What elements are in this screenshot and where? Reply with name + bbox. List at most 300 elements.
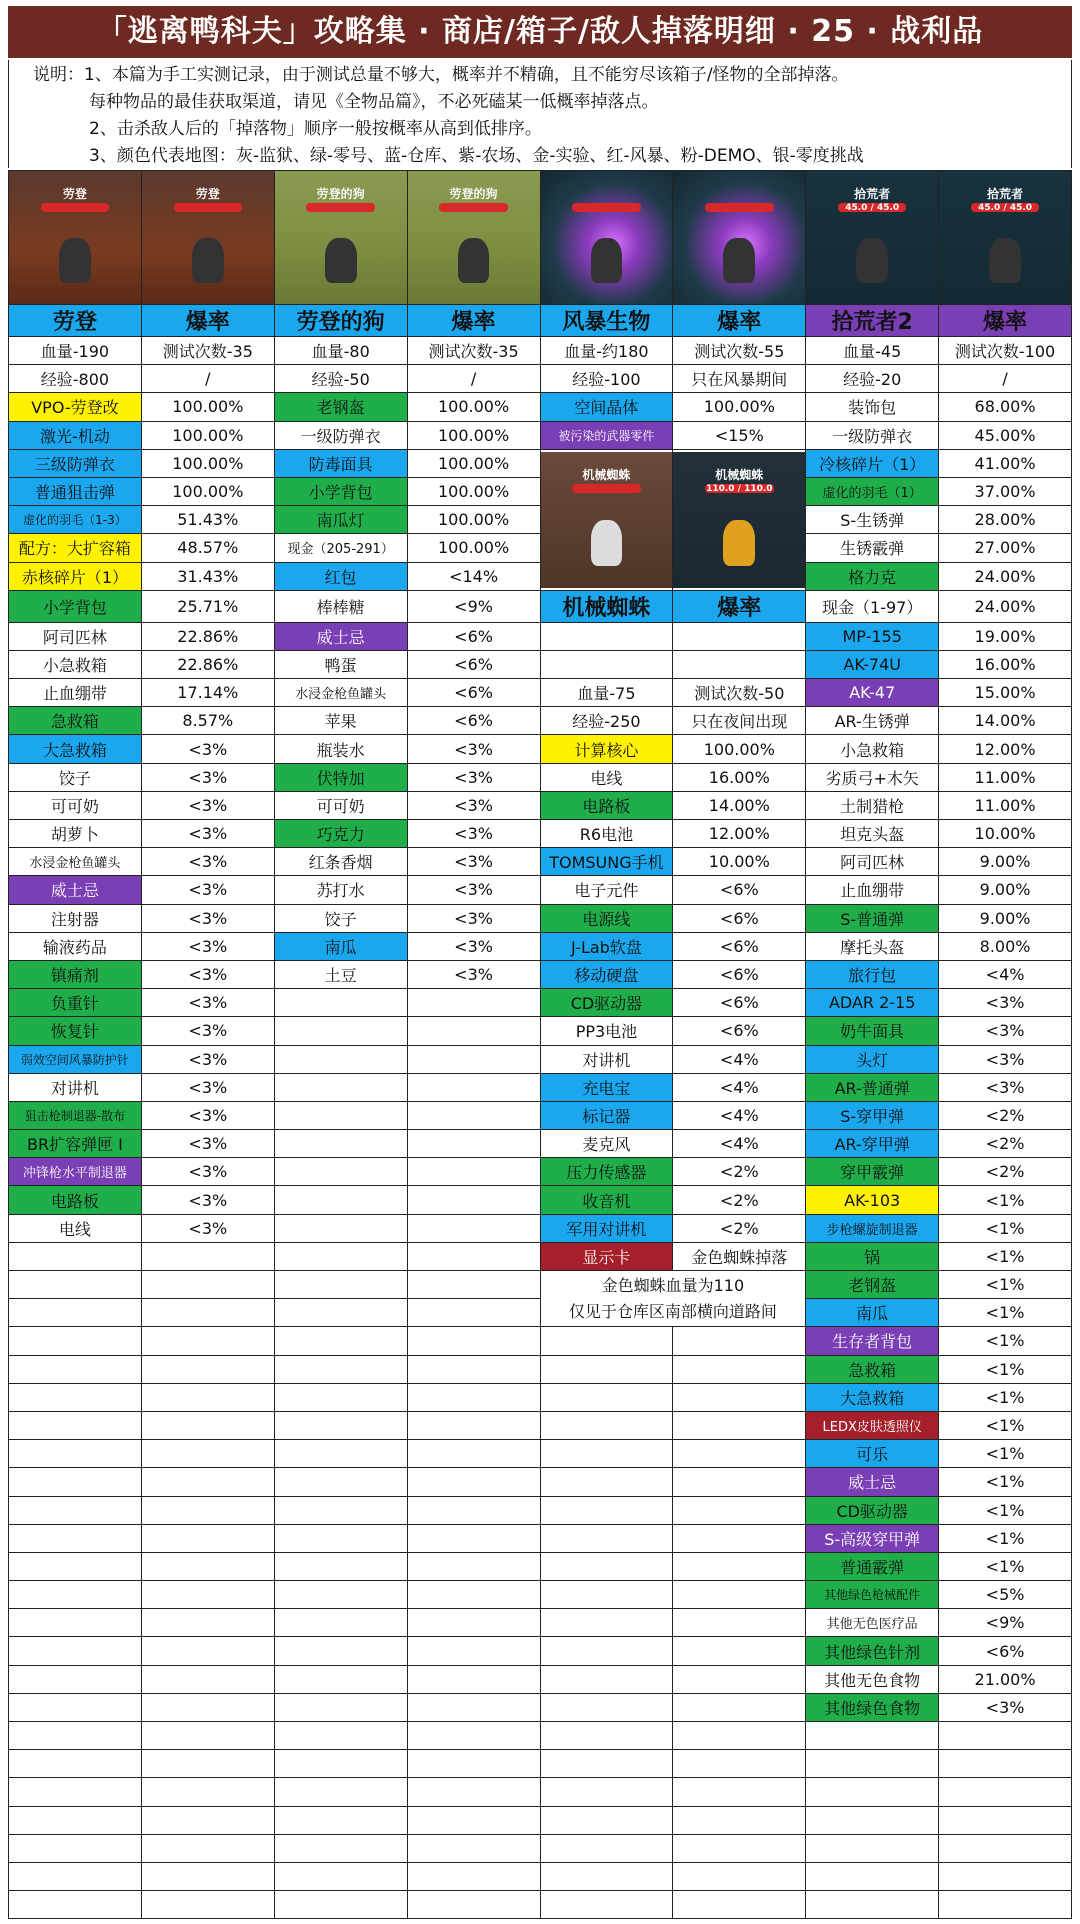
empty-cell <box>673 1806 806 1834</box>
item-name-cell: 小急救箱 <box>806 735 939 763</box>
drop-rate-cell: 11.00% <box>939 791 1072 819</box>
item-name-cell: 土豆 <box>274 960 407 988</box>
drop-rate-cell: <3% <box>407 820 540 848</box>
health-bar <box>439 203 508 212</box>
drop-rate-cell <box>407 1299 540 1327</box>
drop-rate-cell: / <box>407 365 540 393</box>
item-name-cell: 止血绷带 <box>806 876 939 904</box>
empty-cell <box>141 1862 274 1890</box>
drop-rate-cell: <3% <box>141 763 274 791</box>
drop-rate-cell <box>673 1552 806 1580</box>
drop-rate-cell: <6% <box>673 932 806 960</box>
drop-rate-cell <box>141 1693 274 1721</box>
drop-rate-cell <box>673 622 806 650</box>
drop-rate-cell: <3% <box>407 932 540 960</box>
empty-cell <box>274 1806 407 1834</box>
drop-rate-cell <box>141 1496 274 1524</box>
item-name-cell: 其他绿色针剂 <box>806 1637 939 1665</box>
item-name-cell: 电线 <box>9 1214 142 1242</box>
drop-table <box>8 170 1072 1919</box>
drop-rate-cell: 100.00% <box>673 393 806 421</box>
empty-cell <box>540 1750 673 1778</box>
item-name-cell <box>274 1581 407 1609</box>
drop-rate-cell <box>673 1665 806 1693</box>
drop-rate-cell: <3% <box>407 848 540 876</box>
drop-rate-cell: 测试次数-100 <box>939 337 1072 365</box>
drop-rate-cell: 48.57% <box>141 534 274 562</box>
drop-rate-cell: 37.00% <box>939 477 1072 505</box>
drop-rate-cell <box>673 1355 806 1383</box>
drop-rate-cell <box>141 1242 274 1270</box>
spider-portrait <box>540 449 673 590</box>
item-name-cell: 鸭蛋 <box>274 650 407 678</box>
drop-rate-cell: <3% <box>141 1158 274 1186</box>
drop-rate-cell: 14.00% <box>673 791 806 819</box>
item-name-cell: 急救箱 <box>9 707 142 735</box>
item-name-cell <box>540 1383 673 1411</box>
drop-rate-cell <box>673 1637 806 1665</box>
item-name-cell: 血量-45 <box>806 337 939 365</box>
item-name-cell: 其他无色医疗品 <box>806 1609 939 1637</box>
item-name-cell: LEDX皮肤透照仪 <box>806 1411 939 1439</box>
portrait-label: 机械蜘蛛 <box>582 467 631 482</box>
item-name-cell <box>540 622 673 650</box>
item-name-cell: 胡萝卜 <box>9 820 142 848</box>
item-name-cell <box>274 1327 407 1355</box>
drop-rate-cell: 51.43% <box>141 506 274 534</box>
spider-note: 金色蜘蛛血量为110 仅见于仓库区南部横向道路间 <box>540 1271 806 1327</box>
drop-rate-cell: <3% <box>141 989 274 1017</box>
empty-cell <box>141 1722 274 1750</box>
drop-rate-cell: 只在风暴期间 <box>673 365 806 393</box>
drop-rate-cell: 8.00% <box>939 932 1072 960</box>
enemy-figure <box>723 238 755 283</box>
item-name-cell: 大急救箱 <box>9 735 142 763</box>
item-name-cell <box>540 1609 673 1637</box>
empty-cell <box>540 1778 673 1806</box>
drop-rate-cell: 31.43% <box>141 562 274 590</box>
item-name-cell <box>274 1299 407 1327</box>
drop-rate-cell <box>141 1581 274 1609</box>
drop-rate-cell: 10.00% <box>673 848 806 876</box>
item-name-cell <box>274 1552 407 1580</box>
item-name-cell: 弱效空间风暴防护针 <box>9 1045 142 1073</box>
item-name-cell: 可可奶 <box>9 791 142 819</box>
enemy-portrait <box>274 171 407 305</box>
drop-rate-cell: 24.00% <box>939 590 1072 622</box>
enemy-figure <box>325 238 357 283</box>
health-bar <box>174 203 243 212</box>
drop-rate-cell: 22.86% <box>141 650 274 678</box>
empty-cell <box>274 1750 407 1778</box>
item-name-cell: 急救箱 <box>806 1355 939 1383</box>
health-bar <box>705 203 774 212</box>
item-name-cell <box>9 1552 142 1580</box>
enemy-figure <box>59 238 91 283</box>
empty-cell <box>9 1834 142 1862</box>
empty-cell <box>407 1862 540 1890</box>
drop-rate-cell <box>673 1411 806 1439</box>
empty-cell <box>673 1750 806 1778</box>
item-name-cell: 显示卡 <box>540 1242 673 1270</box>
item-name-cell: 电线 <box>540 763 673 791</box>
item-name-cell: 旅行包 <box>806 960 939 988</box>
drop-rate-cell <box>673 1383 806 1411</box>
item-name-cell: 电源线 <box>540 904 673 932</box>
drop-rate-cell: <5% <box>939 1581 1072 1609</box>
item-name-cell <box>540 1468 673 1496</box>
item-name-cell <box>274 1637 407 1665</box>
drop-rate-cell: <6% <box>407 650 540 678</box>
drop-rate-cell: 19.00% <box>939 622 1072 650</box>
portrait-label: 拾荒者 <box>987 187 1024 201</box>
empty-cell <box>274 1834 407 1862</box>
empty-cell <box>9 1891 142 1919</box>
drop-rate-cell: 10.00% <box>939 820 1072 848</box>
drop-rate-cell <box>407 1496 540 1524</box>
enemy-figure <box>989 238 1021 283</box>
item-name-cell: S-穿甲弹 <box>806 1101 939 1129</box>
drop-rate-cell: 17.14% <box>141 679 274 707</box>
empty-cell <box>673 1722 806 1750</box>
drop-rate-cell <box>673 1693 806 1721</box>
empty-cell <box>540 1722 673 1750</box>
item-name-cell: AR-生锈弹 <box>806 707 939 735</box>
item-name-cell: 生存者背包 <box>806 1327 939 1355</box>
item-name-cell <box>274 1045 407 1073</box>
note-line: 说明：1、本篇为手工实测记录，由于测试总量不够大，概率并不精确，且不能穷尽该箱子/怪物的全部掉落。 <box>33 65 849 85</box>
item-name-cell <box>274 1242 407 1270</box>
drop-rate-cell: <3% <box>939 1693 1072 1721</box>
drop-rate-cell: <3% <box>407 791 540 819</box>
drop-rate-cell: <2% <box>939 1130 1072 1158</box>
drop-rate-cell: <1% <box>939 1383 1072 1411</box>
item-name-cell: 阿司匹林 <box>806 848 939 876</box>
item-name-cell: R6电池 <box>540 820 673 848</box>
item-name-cell: 对讲机 <box>9 1073 142 1101</box>
drop-rate-cell: 金色蜘蛛掉落 <box>673 1242 806 1270</box>
item-name-cell: 生锈霰弹 <box>806 534 939 562</box>
enemy-portrait <box>9 171 142 305</box>
enemy-portrait <box>540 171 673 305</box>
drop-rate-cell <box>407 1468 540 1496</box>
enemy-portrait <box>806 171 939 305</box>
empty-cell <box>806 1722 939 1750</box>
column-header: 爆率 <box>939 305 1072 337</box>
item-name-cell: 移动硬盘 <box>540 960 673 988</box>
item-name-cell: 压力传感器 <box>540 1158 673 1186</box>
column-header: 劳登的狗 <box>274 305 407 337</box>
item-name-cell <box>540 1355 673 1383</box>
drop-rate-cell: <1% <box>939 1214 1072 1242</box>
item-name-cell: 恢复针 <box>9 1017 142 1045</box>
empty-cell <box>806 1834 939 1862</box>
empty-cell <box>274 1778 407 1806</box>
drop-rate-cell: 100.00% <box>141 449 274 477</box>
empty-cell <box>540 1834 673 1862</box>
item-name-cell: 注射器 <box>9 904 142 932</box>
item-name-cell: AR-普通弹 <box>806 1073 939 1101</box>
drop-rate-cell: 21.00% <box>939 1665 1072 1693</box>
drop-rate-cell: 27.00% <box>939 534 1072 562</box>
enemy-figure <box>192 238 224 283</box>
drop-rate-cell <box>673 650 806 678</box>
drop-rate-cell: <3% <box>141 904 274 932</box>
drop-rate-cell: <6% <box>407 679 540 707</box>
drop-rate-cell <box>407 1355 540 1383</box>
item-name-cell: 其他无色食物 <box>806 1665 939 1693</box>
empty-cell <box>939 1891 1072 1919</box>
drop-rate-cell: <1% <box>939 1271 1072 1299</box>
drop-rate-cell: <6% <box>673 1017 806 1045</box>
drop-rate-cell <box>673 1581 806 1609</box>
drop-rate-cell: <3% <box>141 735 274 763</box>
drop-rate-cell <box>407 1524 540 1552</box>
empty-cell <box>939 1806 1072 1834</box>
item-name-cell: AK-74U <box>806 650 939 678</box>
enemy-figure <box>458 238 490 283</box>
drop-rate-cell: 45.00% <box>939 421 1072 449</box>
item-name-cell: 饺子 <box>9 763 142 791</box>
item-name-cell: TOMSUNG手机 <box>540 848 673 876</box>
drop-rate-cell <box>673 1524 806 1552</box>
drop-rate-cell <box>407 1017 540 1045</box>
drop-rate-cell: <1% <box>939 1468 1072 1496</box>
drop-rate-cell <box>407 1101 540 1129</box>
drop-rate-cell: 100.00% <box>407 449 540 477</box>
item-name-cell: 奶牛面具 <box>806 1017 939 1045</box>
item-name-cell: 负重针 <box>9 989 142 1017</box>
item-name-cell: 对讲机 <box>540 1045 673 1073</box>
item-name-cell <box>9 1468 142 1496</box>
drop-rate-cell: 12.00% <box>939 735 1072 763</box>
drop-rate-cell <box>407 1383 540 1411</box>
drop-rate-cell: <6% <box>673 876 806 904</box>
drop-rate-cell: 16.00% <box>673 763 806 791</box>
note-line: 2、击杀敌人后的「掉落物」顺序一般按概率从高到低排序。 <box>89 119 542 139</box>
drop-rate-cell <box>407 1637 540 1665</box>
column-header: 爆率 <box>407 305 540 337</box>
health-bar <box>306 203 375 212</box>
drop-rate-cell <box>673 1609 806 1637</box>
drop-rate-cell: 14.00% <box>939 707 1072 735</box>
item-name-cell: 可乐 <box>806 1440 939 1468</box>
drop-rate-cell: <1% <box>939 1299 1072 1327</box>
item-name-cell: 止血绷带 <box>9 679 142 707</box>
drop-rate-cell: <15% <box>673 421 806 449</box>
item-name-cell: S-生锈弹 <box>806 506 939 534</box>
item-name-cell: MP-155 <box>806 622 939 650</box>
item-name-cell <box>540 650 673 678</box>
item-name-cell: BR扩容弹匣 I <box>9 1130 142 1158</box>
drop-rate-cell: 24.00% <box>939 562 1072 590</box>
item-name-cell: 其他绿色食物 <box>806 1693 939 1721</box>
drop-rate-cell: <6% <box>673 989 806 1017</box>
item-name-cell: 现金（205-291） <box>274 534 407 562</box>
item-name-cell: 充电宝 <box>540 1073 673 1101</box>
drop-rate-cell: <2% <box>673 1214 806 1242</box>
drop-rate-cell: <9% <box>407 590 540 622</box>
item-name-cell: 劣质弓+木矢 <box>806 763 939 791</box>
drop-rate-cell: 100.00% <box>407 506 540 534</box>
drop-rate-cell: <2% <box>939 1158 1072 1186</box>
empty-cell <box>407 1778 540 1806</box>
spider-portrait <box>673 449 806 590</box>
item-name-cell: 虚化的羽毛（1） <box>806 477 939 505</box>
page-title: 「逃离鸭科夫」攻略集 · 商店/箱子/敌人掉落明细 · 25 · 战利品 <box>8 6 1072 58</box>
item-name-cell <box>9 1299 142 1327</box>
empty-cell <box>9 1862 142 1890</box>
item-name-cell <box>274 1383 407 1411</box>
column-header: 爆率 <box>673 305 806 337</box>
drop-rate-cell: <3% <box>141 791 274 819</box>
drop-rate-cell: <1% <box>939 1242 1072 1270</box>
drop-rate-cell <box>141 1271 274 1299</box>
drop-rate-cell: <6% <box>407 707 540 735</box>
drop-rate-cell: 68.00% <box>939 393 1072 421</box>
item-name-cell <box>274 1496 407 1524</box>
drop-rate-cell: 100.00% <box>407 477 540 505</box>
item-name-cell: 普通狙击弹 <box>9 477 142 505</box>
health-bar <box>572 203 641 212</box>
drop-rate-cell: <3% <box>141 932 274 960</box>
item-name-cell <box>274 1130 407 1158</box>
note-line: 每种物品的最佳获取渠道，请见《全物品篇》，不必死磕某一低概率掉落点。 <box>89 92 659 112</box>
item-name-cell: 标记器 <box>540 1101 673 1129</box>
item-name-cell: 被污染的武器零件 <box>540 421 673 449</box>
drop-rate-cell <box>141 1524 274 1552</box>
drop-rate-cell: 100.00% <box>141 393 274 421</box>
drop-rate-cell: <6% <box>407 622 540 650</box>
item-name-cell <box>274 1468 407 1496</box>
item-name-cell: 血量-约180 <box>540 337 673 365</box>
drop-rate-cell <box>407 1242 540 1270</box>
portrait-label: 劳登的狗 <box>449 187 498 201</box>
drop-rate-cell: <1% <box>939 1355 1072 1383</box>
item-name-cell <box>274 1524 407 1552</box>
item-name-cell <box>274 1355 407 1383</box>
item-name-cell: 经验-100 <box>540 365 673 393</box>
item-name-cell: 赤核碎片（1） <box>9 562 142 590</box>
empty-cell <box>141 1834 274 1862</box>
drop-rate-cell: 100.00% <box>141 477 274 505</box>
item-name-cell: 经验-50 <box>274 365 407 393</box>
drop-rate-cell: <1% <box>939 1552 1072 1580</box>
item-name-cell: 威士忌 <box>806 1468 939 1496</box>
health-bar <box>572 484 641 493</box>
empty-cell <box>673 1778 806 1806</box>
drop-rate-cell <box>141 1355 274 1383</box>
drop-rate-cell: <3% <box>407 960 540 988</box>
empty-cell <box>274 1722 407 1750</box>
enemy-portrait <box>673 171 806 305</box>
drop-rate-cell: <3% <box>141 1045 274 1073</box>
item-name-cell: 苹果 <box>274 707 407 735</box>
drop-rate-cell: <3% <box>939 1073 1072 1101</box>
item-name-cell: AR-穿甲弹 <box>806 1130 939 1158</box>
item-name-cell: 小学背包 <box>274 477 407 505</box>
drop-rate-cell <box>407 1693 540 1721</box>
drop-rate-cell: <3% <box>407 876 540 904</box>
drop-rate-cell <box>141 1327 274 1355</box>
drop-rate-cell: 测试次数-35 <box>141 337 274 365</box>
empty-cell <box>540 1806 673 1834</box>
item-name-cell <box>274 1693 407 1721</box>
item-name-cell: 可可奶 <box>274 791 407 819</box>
drop-rate-cell <box>407 1411 540 1439</box>
item-name-cell <box>9 1242 142 1270</box>
item-name-cell <box>274 1158 407 1186</box>
note-line: 3、颜色代表地图：灰-监狱、绿-零号、蓝-仓库、紫-农场、金-实验、红-风暴、粉-DEMO、银-零度挑战 <box>89 146 864 166</box>
empty-cell <box>673 1834 806 1862</box>
drop-rate-cell: <3% <box>141 1101 274 1129</box>
item-name-cell: CD驱动器 <box>806 1496 939 1524</box>
drop-rate-cell: <3% <box>141 1130 274 1158</box>
item-name-cell: 冲锋枪水平制退器 <box>9 1158 142 1186</box>
item-name-cell: 坦克头盔 <box>806 820 939 848</box>
empty-cell <box>939 1722 1072 1750</box>
empty-cell <box>806 1891 939 1919</box>
drop-rate-cell: / <box>141 365 274 393</box>
item-name-cell: 小学背包 <box>9 590 142 622</box>
item-name-cell: 配方：大扩容箱 <box>9 534 142 562</box>
portrait-hp: 110.0 / 110.0 <box>706 483 773 494</box>
item-name-cell <box>274 1440 407 1468</box>
item-name-cell: 阿司匹林 <box>9 622 142 650</box>
drop-rate-cell: 25.71% <box>141 590 274 622</box>
drop-rate-cell <box>673 1468 806 1496</box>
empty-cell <box>407 1750 540 1778</box>
drop-rate-cell: <2% <box>673 1158 806 1186</box>
drop-rate-cell: <3% <box>141 1017 274 1045</box>
drop-rate-cell: <4% <box>939 960 1072 988</box>
item-name-cell <box>540 1581 673 1609</box>
column-header: 爆率 <box>673 590 806 622</box>
item-name-cell <box>540 1440 673 1468</box>
column-header: 机械蜘蛛 <box>540 590 673 622</box>
item-name-cell: 南瓜 <box>806 1299 939 1327</box>
item-name-cell <box>540 1327 673 1355</box>
drop-rate-cell: <3% <box>407 763 540 791</box>
item-name-cell <box>274 1101 407 1129</box>
item-name-cell: 电路板 <box>9 1186 142 1214</box>
item-name-cell <box>9 1609 142 1637</box>
drop-rate-cell: <3% <box>141 848 274 876</box>
portrait-label: 拾荒者 <box>854 187 891 201</box>
drop-rate-cell <box>407 989 540 1017</box>
drop-rate-cell: 100.00% <box>141 421 274 449</box>
drop-rate-cell <box>141 1383 274 1411</box>
drop-rate-cell <box>141 1299 274 1327</box>
drop-rate-cell: 100.00% <box>407 393 540 421</box>
drop-rate-cell: <3% <box>407 904 540 932</box>
empty-cell <box>806 1862 939 1890</box>
enemy-figure <box>856 238 888 283</box>
item-name-cell: 麦克风 <box>540 1130 673 1158</box>
item-name-cell: 伏特加 <box>274 763 407 791</box>
drop-rate-cell <box>407 1609 540 1637</box>
item-name-cell: 经验-250 <box>540 707 673 735</box>
item-name-cell: 锅 <box>806 1242 939 1270</box>
drop-rate-cell: 100.00% <box>407 534 540 562</box>
item-name-cell: 红条香烟 <box>274 848 407 876</box>
empty-cell <box>806 1806 939 1834</box>
drop-rate-cell: 测试次数-55 <box>673 337 806 365</box>
drop-rate-cell <box>407 1440 540 1468</box>
drop-rate-cell <box>141 1440 274 1468</box>
empty-cell <box>939 1862 1072 1890</box>
drop-rate-cell: 100.00% <box>407 421 540 449</box>
